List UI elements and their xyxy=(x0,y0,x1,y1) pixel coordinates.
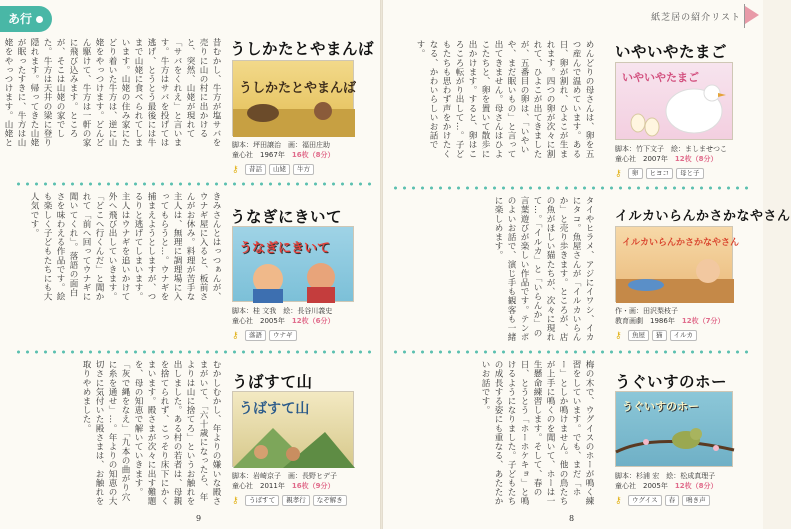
keyword-chip: イルカ xyxy=(670,330,698,341)
keyword-chip: 猫 xyxy=(652,330,667,341)
page-count: 12枚（8分） xyxy=(674,482,718,490)
keyword-chips xyxy=(232,164,314,175)
entry-meta-publisher xyxy=(232,150,334,160)
keyword-chip: なぞ解き xyxy=(313,495,347,506)
keyword-chip: 魚屋 xyxy=(628,330,649,341)
key-icon: ⚷ xyxy=(232,495,239,506)
cover-title: うなぎにきいて xyxy=(239,241,331,256)
keyword-chips xyxy=(615,495,710,506)
book-cover xyxy=(232,60,357,136)
dot-icon xyxy=(36,16,43,23)
cover-title: うぐいすのホー xyxy=(622,400,699,413)
entry-body: タイやヒラメ、アジにイワシ、イカにタコ。魚屋さんが「イルカいらんか」と売り歩きます。ところが、店の魚がほしい猫たちが、次々に現れて…。「イルカ」と「いらんか」の言葉遊びが楽しい作品です。テンポのよいお話で、演じ手も観客も一緒に楽しめます。 xyxy=(493,196,594,342)
entry-meta-authors: 脚本：岩崎京子 画：長野ヒデ子 xyxy=(232,472,337,480)
entry-meta-publisher xyxy=(232,481,334,491)
keyword-chips xyxy=(232,330,297,341)
key-icon: ⚷ xyxy=(615,330,622,341)
entry-meta-authors: 脚本：杉浦 宏 絵：松成真理子 xyxy=(615,472,716,480)
entry-meta-publisher xyxy=(615,481,717,491)
publisher: 教育画劇 1986年 xyxy=(615,317,675,325)
entry-meta-publisher xyxy=(232,316,334,326)
keyword-chip: ウグイス xyxy=(628,495,662,506)
list-header: 紙芝居の紹介リスト xyxy=(651,13,741,23)
section-tag-label: あ行 xyxy=(8,12,33,26)
publisher: 童心社 2005年 xyxy=(615,482,668,490)
page-count: 16枚（8分） xyxy=(291,151,335,159)
entry-divider xyxy=(391,186,751,190)
page-number: 8 xyxy=(569,514,575,523)
entry-title: うなぎにきいて xyxy=(230,208,343,226)
key-icon: ⚷ xyxy=(232,164,239,175)
publisher: 童心社 2011年 xyxy=(232,482,285,490)
cover-title: イルカいらんかさかなやさん xyxy=(622,238,740,248)
publisher: 童心社 1967年 xyxy=(232,151,285,159)
entry-title: うぐいすのホー xyxy=(615,373,728,391)
entry-body: むかしむかし、年よりの嫌いな殿さまがいて、「六十歳になったら、年よりは山に捨てろ」というお触れを出しました。ある村の若者は、母親を捨てられず、こっそり床下にかくまいます。殿さまが次々に出す難題を、母の知恵で解いていきます。「灰で縄をなえ」「九本の曲がり穴に糸を通せ」…。年よりの知恵の大切さに気付いた殿さまは、お触れを取りやめました。 xyxy=(81,360,221,506)
page-count: 12枚（6分） xyxy=(291,317,335,325)
page-count: 12枚（8分） xyxy=(674,155,718,163)
cover-illustration xyxy=(233,61,355,137)
publisher: 童心社 2005年 xyxy=(232,317,285,325)
book-cover xyxy=(232,391,354,467)
entry-divider xyxy=(391,350,751,354)
entry-meta-authors: 脚本：坪田譲治 画：福田庄助 xyxy=(232,141,330,149)
keyword-chip: 母と子 xyxy=(676,168,704,179)
keyword-chip: 牛方 xyxy=(293,164,314,175)
entry-divider xyxy=(14,350,372,354)
entry-title: いやいやたまご xyxy=(615,43,728,61)
page-count: 12枚（7分） xyxy=(681,317,725,325)
keyword-chips xyxy=(615,168,704,179)
keyword-chip: 親孝行 xyxy=(282,495,310,506)
keyword-chip: 落語 xyxy=(245,330,266,341)
entry-body: きみさんとはっつぁんが、ウナギ屋に入ると、板前さんがお休み。料理が苦手な主人は、無理に調理場に入ってもらうと…。ウナギを捕まえようとしますが、つるりと逃げてしまいます。主人はウナギを追いかけて外へ飛び出していきます。「どこへ行くんだ」と聞かれて「前へ回ってウナギに聞いてくれ」。落語の面白さを味わえる作品です。絵も楽しく子どもたちにも大人気です。 xyxy=(29,192,221,302)
book-cover xyxy=(615,62,733,140)
key-icon: ⚷ xyxy=(232,330,239,341)
keyword-chips xyxy=(232,495,347,506)
section-tag xyxy=(0,6,52,32)
entry-meta-authors: 脚本：竹下文子 絵：ましませつこ xyxy=(615,145,727,153)
entry-divider xyxy=(14,182,372,186)
page-number: 9 xyxy=(196,514,202,523)
keyword-chip: 昔話 xyxy=(245,164,266,175)
keyword-chip: 卵 xyxy=(628,168,643,179)
keyword-chip: ヒヨコ xyxy=(646,168,674,179)
keyword-chips xyxy=(615,330,697,341)
cover-title: いやいやたまご xyxy=(622,71,699,84)
cover-title: うばすて山 xyxy=(239,401,310,417)
keyword-chip: うばすて xyxy=(245,495,279,506)
book-cover xyxy=(232,226,354,302)
book-cover xyxy=(615,391,733,467)
entry-meta-authors: 作・画：田沢梨枝子 xyxy=(615,307,678,315)
entry-title: うばすて山 xyxy=(232,373,313,391)
book-cover xyxy=(615,226,740,302)
entry-meta-publisher xyxy=(615,154,717,164)
keyword-chip: 山姥 xyxy=(269,164,290,175)
keyword-chip: ウナギ xyxy=(269,330,297,341)
entry-title: うしかたとやまんば xyxy=(230,40,375,58)
flag-icon xyxy=(745,6,759,24)
right-page xyxy=(383,0,791,529)
page-count: 16枚（9分） xyxy=(291,482,335,490)
key-icon: ⚷ xyxy=(615,495,622,506)
cover-title: うしかたとやまんば xyxy=(239,81,357,96)
key-icon: ⚷ xyxy=(615,168,622,179)
keyword-chip: 鳴き声 xyxy=(682,495,710,506)
publisher: 童心社 2007年 xyxy=(615,155,668,163)
entry-body: めんどりの母さんは、卵を五つ産んで温めています。ある日、卵が割れ、ひよこが生まれます。四つの卵が次々に割れて、ひよこが出てきましたが、五番目の卵は、「いやいや、まだ眠いもの」と言って出てきません。母さんはひよこたちと、卵を置いて散歩に出かけます。すると、卵はころころ転がり出して…。子どもたちも思わず声をかけたくなる、かわいらしいお話です。 xyxy=(415,40,594,159)
keyword-chip: 春 xyxy=(665,495,680,506)
entry-meta-publisher xyxy=(615,316,724,326)
left-page xyxy=(0,0,380,529)
entry-meta-authors: 脚本：桂 文我 絵：長谷川義史 xyxy=(232,307,333,315)
entry-body: 梅の木で、ウグイスのホーが鳴く練習をしています。でも、まだ「ホー」としか鳴けません。他の鳥たちが上手に鳴くのを聞いて、ホーは一生懸命練習します。そして、春の日、とうとう「ホーホケキョ」と鳴けるようになりました。子どもたちの成長する姿にも重なる、あたたかいお話です。 xyxy=(480,360,594,506)
entry-body: 昔むかし、牛方が塩サバを売りに山の村に出かけると、突然、山姥が現れて「サバをくれえ」と言います。牛方はサバを投げては逃げ、とうとう最後には牛まで山姥に食べられてしまいます。山姥の住み家にたどり着いた牛方は、逆に山姥をやっつけます。どんどん駆けて、牛方は一軒の家に飛び込みます。ところが、そこは山姥の家でした。牛方は天井の梁に登り隠れます。帰ってきた山姥が眠ったすきに、牛方は山姥をやっつけます。山姥と xyxy=(3,38,221,148)
entry-title: イルカいらんかさかなやさん xyxy=(615,209,791,224)
